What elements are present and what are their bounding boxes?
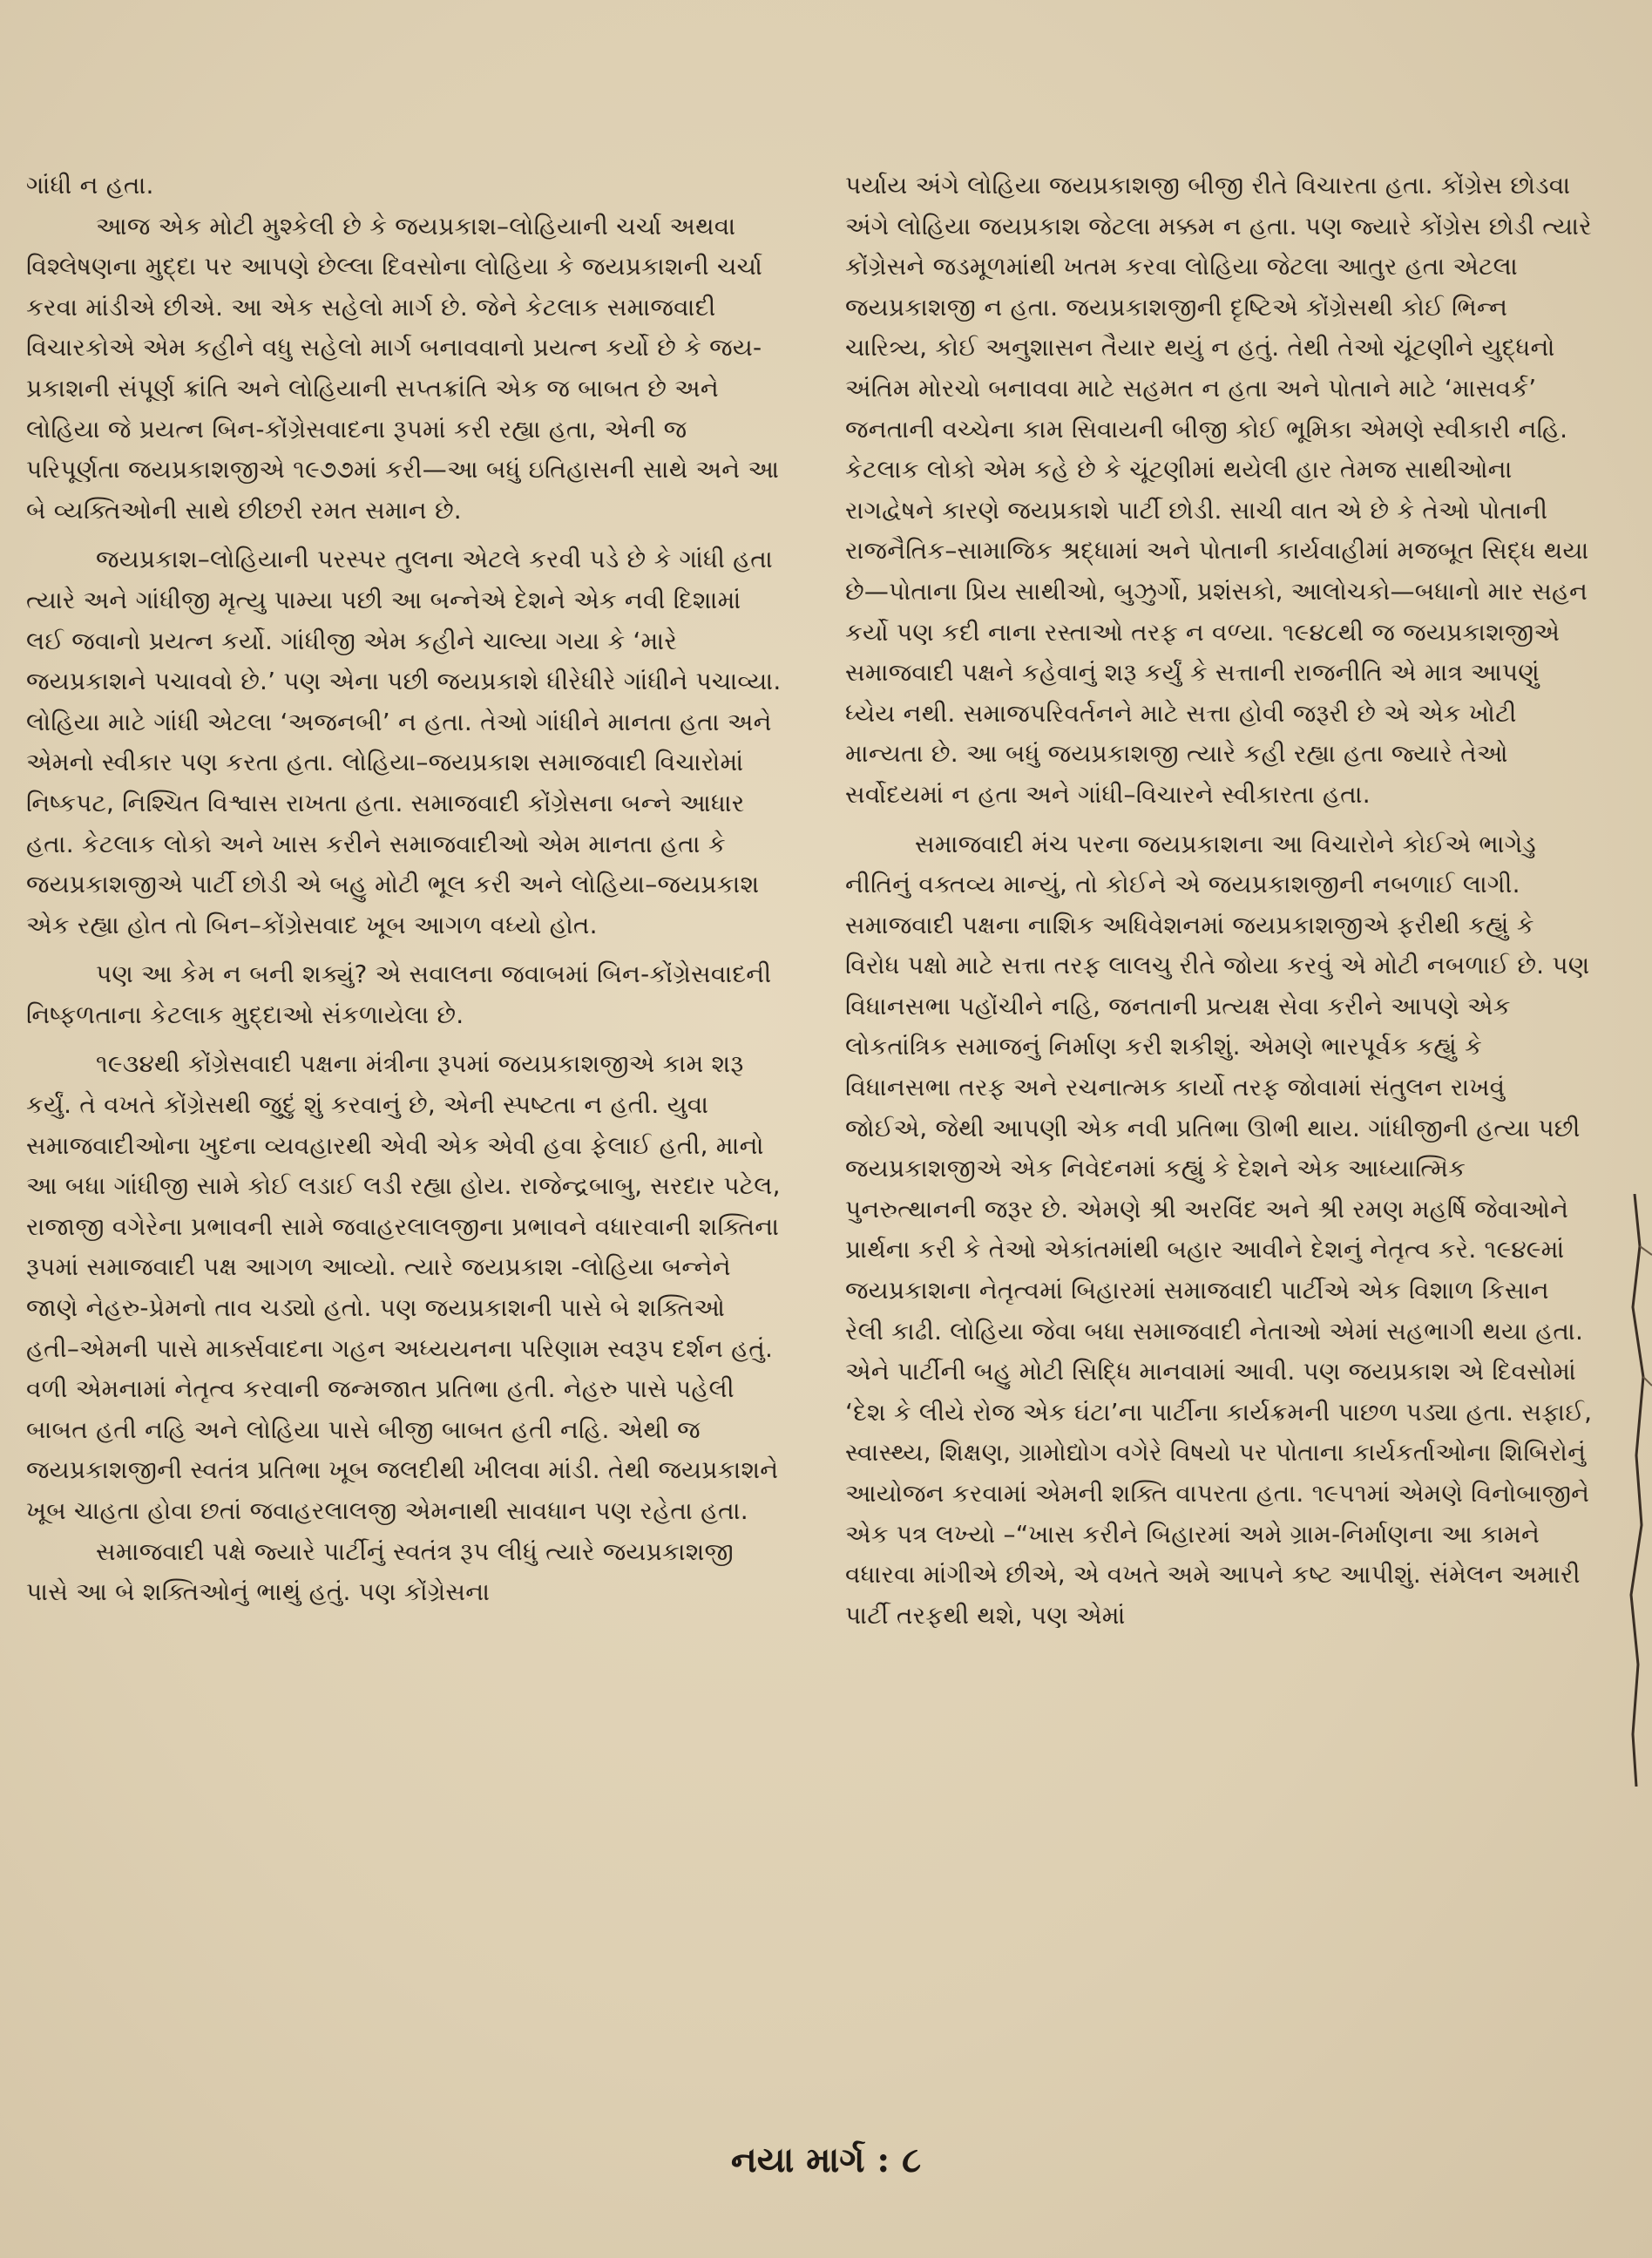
left-column (26, 166, 782, 1613)
paragraph: જયપ્રકાશ–લોહિયાની પરસ્પર તુલના એટલે કરવી પડે છે કે ગાંધી હતા ત્યારે અને ગાંધીજી મૃત્યુ પામ્યા પછી આ બન્નેએ દેશને એક નવી દિશામાં લઈ જવાનો પ્રયત્ન કર્યો. ગાંધીજી એમ કહીને ચાલ્યા ગયા કે ‘મારે જયપ્રકાશને પચાવવો છે.’ પણ એના પછી જયપ્રકાશે ધીરેધીરે ગાંધીને પચાવ્યા. લોહિયા માટે ગાંધી એટલા ‘અજનબી’ ન હતા. તેઓ ગાંધીને માનતા હતા અને એમનો સ્વીકાર પણ કરતા હતા. લોહિયા–જયપ્રકાશ સમાજવાદી વિચારોમાં નિષ્કપટ, નિશ્ચિત વિશ્વાસ રાખતા હતા. સમાજવાદી કોંગ્રેસના બન્ને આધાર હતા. કેટલાક લોકો અને ખાસ કરીને સમાજવાદીઓ એમ માનતા હતા કે જયપ્રકાશજીએ પાર્ટી છોડી એ બહુ મોટી ભૂલ કરી અને લોહિયા–જયપ્રકાશ એક રહ્યા હોત તો બિન–કોંગ્રેસવાદ ખૂબ આગળ વધ્યો હોત. (26, 545, 782, 939)
paragraph: પર્યાય અંગે લોહિયા જયપ્રકાશજી બીજી રીતે વિચારતા હતા. કોંગ્રેસ છોડવા અંગે લોહિયા જયપ્રકાશ જેટલા મક્કમ ન હતા. પણ જ્યારે કોંગ્રેસ છોડી ત્યારે કોંગ્રેસને જડમૂળમાંથી ખતમ કરવા લોહિયા જેટલા આતુર હતા એટલા જયપ્રકાશજી ન હતા. જયપ્રકાશજીની દૃષ્ટિએ કોંગ્રેસથી કોઈ ભિન્ન ચારિત્ર્ય, કોઈ અનુશાસન તૈયાર થયું ન હતું. તેથી તેઓ ચૂંટણીને યુદ્ધનો અંતિમ મોરચો બનાવવા માટે સહમત ન હતા અને પોતાને માટે ‘માસવર્ક’ જનતાની વચ્ચેના કામ સિવાયની બીજી કોઈ ભૂમિકા એમણે સ્વીકારી નહિ. કેટલાક લોકો એમ કહે છે કે ચૂંટણીમાં થયેલી હાર તેમજ સાથીઓના રાગદ્વેષને કારણે જયપ્રકાશે પાર્ટી છોડી. સાચી વાત એ છે કે તેઓ પોતાની રાજનૈતિક–સામાજિક શ્રદ્ધામાં અને પોતાની કાર્યવાહીમાં મજબૂત સિદ્ધ થયા છે—પોતાના પ્રિય સાથીઓ, બુઝુર્ગો, પ્રશંસકો, આલોચકો—બધાનો માર સહન કર્યો પણ કદી નાના રસ્તાઓ તરફ ન વળ્યા. ૧૯૪૮થી જ જયપ્રકાશજીએ સમાજવાદી પક્ષને કહેવાનું શરૂ કર્યું કે સત્તાની રાજનીતિ એ માત્ર આપણું ધ્યેય નથી. સમાજપરિવર્તનને માટે સત્તા હોવી જરૂરી છે એ એક ખોટી માન્યતા છે. આ બધું જયપ્રકાશજી ત્યારે કહી રહ્યા હતા જ્યારે તેઓ સર્વોદયમાં ન હતા અને ગાંધી–વિચારને સ્વીકારતા હતા. (845, 171, 1592, 809)
paragraph: સમાજવાદી પક્ષે જ્યારે પાર્ટીનું સ્વતંત્ર રૂપ લીધું ત્યારે જયપ્રકાશજી પાસે આ બે શક્તિઓનું ભાથું હતું. પણ કોંગ્રેસના (26, 1536, 734, 1607)
paragraph: ગાંધી ન હતા. (26, 171, 154, 200)
page-footer: નયા માર્ગ : ૮ (730, 2139, 922, 2180)
paper-tear-mark (1622, 1194, 1652, 1787)
paragraph: પણ આ કેમ ન બની શક્યું? એ સવાલના જવાબમાં બિન-કોંગ્રેસવાદની નિષ્ફળતાના કેટલાક મુદ્દાઓ સંકળાયેલા છે. (26, 959, 772, 1029)
right-column (845, 166, 1594, 1636)
paragraph: આજ એક મોટી મુશ્કેલી છે કે જયપ્રકાશ–લોહિયાની ચર્ચા અથવા વિશ્લેષણના મુદ્દા પર આપણે છેલ્લા દિવસોના લોહિયા કે જયપ્રકાશની ચર્ચા કરવા માંડીએ છીએ. આ એક સહેલો માર્ગ છે. જેને કેટલાક સમાજવાદી વિચારકોએ એમ કહીને વધુ સહેલો માર્ગ બનાવવાનો પ્રયત્ન કર્યો છે કે જય-પ્રકાશની સંપૂર્ણ ક્રાંતિ અને લોહિયાની સપ્તક્રાંતિ એક જ બાબત છે અને લોહિયા જે પ્રયત્ન બિન-કોંગ્રેસવાદના રૂપમાં કરી રહ્યા હતા, એની જ પરિપૂર્ણતા જયપ્રકાશજીએ ૧૯૭૭માં કરી—આ બધું ઇતિહાસની સાથે અને આ બે વ્યક્તિઓની સાથે છીછરી રમત સમાન છે. (26, 211, 780, 525)
paragraph: ૧૯૩૪થી કોંગ્રેસવાદી પક્ષના મંત્રીના રૂપમાં જયપ્રકાશજીએ કામ શરૂ કર્યું. તે વખતે કોંગ્રેસથી જુદું શું કરવાનું છે, એની સ્પષ્ટતા ન હતી. યુવા સમાજવાદીઓના ખુદના વ્યવહારથી એવી એક એવી હવા ફેલાઈ હતી, માનો આ બધા ગાંધીજી સામે કોઈ લડાઈ લડી રહ્યા હોય. રાજેન્દ્રબાબુ, સરદાર પટેલ, રાજાજી વગેરેના પ્રભાવની સામે જવાહરલાલજીના પ્રભાવને વધારવાની શક્તિના રૂપમાં સમાજવાદી પક્ષ આગળ આવ્યો. ત્યારે જયપ્રકાશ -લોહિયા બન્નેને જાણે નેહરુ-પ્રેમનો તાવ ચડ્યો હતો. પણ જયપ્રકાશની પાસે બે શક્તિઓ હતી–એમની પાસે માર્ક્સવાદના ગહન અધ્યયનના પરિણામ સ્વરૂપ દર્શન હતું. વળી એમનામાં નેતૃત્વ કરવાની જન્મજાત પ્રતિભા હતી. નેહરુ પાસે પહેલી બાબત હતી નહિ અને લોહિયા પાસે બીજી બાબત હતી નહિ. એથી જ જયપ્રકાશજીની સ્વતંત્ર પ્રતિભા ખૂબ જલદીથી ખીલવા માંડી. તેથી જયપ્રકાશને ખૂબ ચાહતા હોવા છતાં જવાહરલાલજી એમનાથી સાવધાન પણ રહેતા હતા. (26, 1049, 781, 1525)
paragraph: સમાજવાદી મંચ પરના જયપ્રકાશના આ વિચારોને કોઈએ ભાગેડુ નીતિનું વક્તવ્ય માન્યું, તો કોઈને એ જયપ્રકાશજીની નબળાઈ લાગી. સમાજવાદી પક્ષના નાશિક અધિવેશનમાં જયપ્રકાશજીએ ફરીથી કહ્યું કે વિરોધ પક્ષો માટે સત્તા તરફ લાલચુ રીતે જોયા કરવું એ મોટી નબળાઈ છે. પણ વિધાનસભા પહોંચીને નહિ, જનતાની પ્રત્યક્ષ સેવા કરીને આપણે એક લોકતાંત્રિક સમાજનું નિર્માણ કરી શકીશું. એમણે ભારપૂર્વક કહ્યું કે વિધાનસભા તરફ અને રચનાત્મક કાર્યો તરફ જોવામાં સંતુલન રાખવું જોઈએ, જેથી આપણી એક નવી પ્રતિભા ઊભી થાય. ગાંધીજીની હત્યા પછી જયપ્રકાશજીએ એક નિવેદનમાં કહ્યું કે દેશને એક આધ્યાત્મિક પુનરુત્થાનની જરૂર છે. એમણે શ્રી અરવિંદ અને શ્રી રમણ મહર્ષિ જેવાઓને પ્રાર્થના કરી કે તેઓ એકાંતમાંથી બહાર આવીને દેશનું નેતૃત્વ કરે. ૧૯૪૯માં જયપ્રકાશના નેતૃત્વમાં બિહારમાં સમાજવાદી પાર્ટીએ એક વિશાળ કિસાન રેલી કાઢી. લોહિયા જેવા બધા સમાજવાદી નેતાઓ એમાં સહભાગી થયા હતા. એને પાર્ટીની બહુ મોટી સિદ્ધિ માનવામાં આવી. પણ જયપ્રકાશ એ દિવસોમાં ‘દેશ કે લીયે રોજ એક ઘંટા’ના પાર્ટીના કાર્યક્રમની પાછળ પડ્યા હતા. સફાઈ, સ્વાસ્થ્ય, શિક્ષણ, ગ્રામોદ્યોગ વગેરે વિષયો પર પોતાના કાર્યકર્તાઓના શિબિરોનું આયોજન કરવામાં એમની શક્તિ વાપરતા હતા. ૧૯૫૧માં એમણે વિનોબાજીને એક પત્ર લખ્યો –“ખાસ કરીને બિહારમાં અમે ગ્રામ-નિર્માણના આ કામને વધારવા માંગીએ છીએ, એ વખતે અમે આપને કષ્ટ આપીશું. સંમેલન અમારી પાર્ટી તરફથી થશે, પણ એમાં (845, 829, 1593, 1630)
